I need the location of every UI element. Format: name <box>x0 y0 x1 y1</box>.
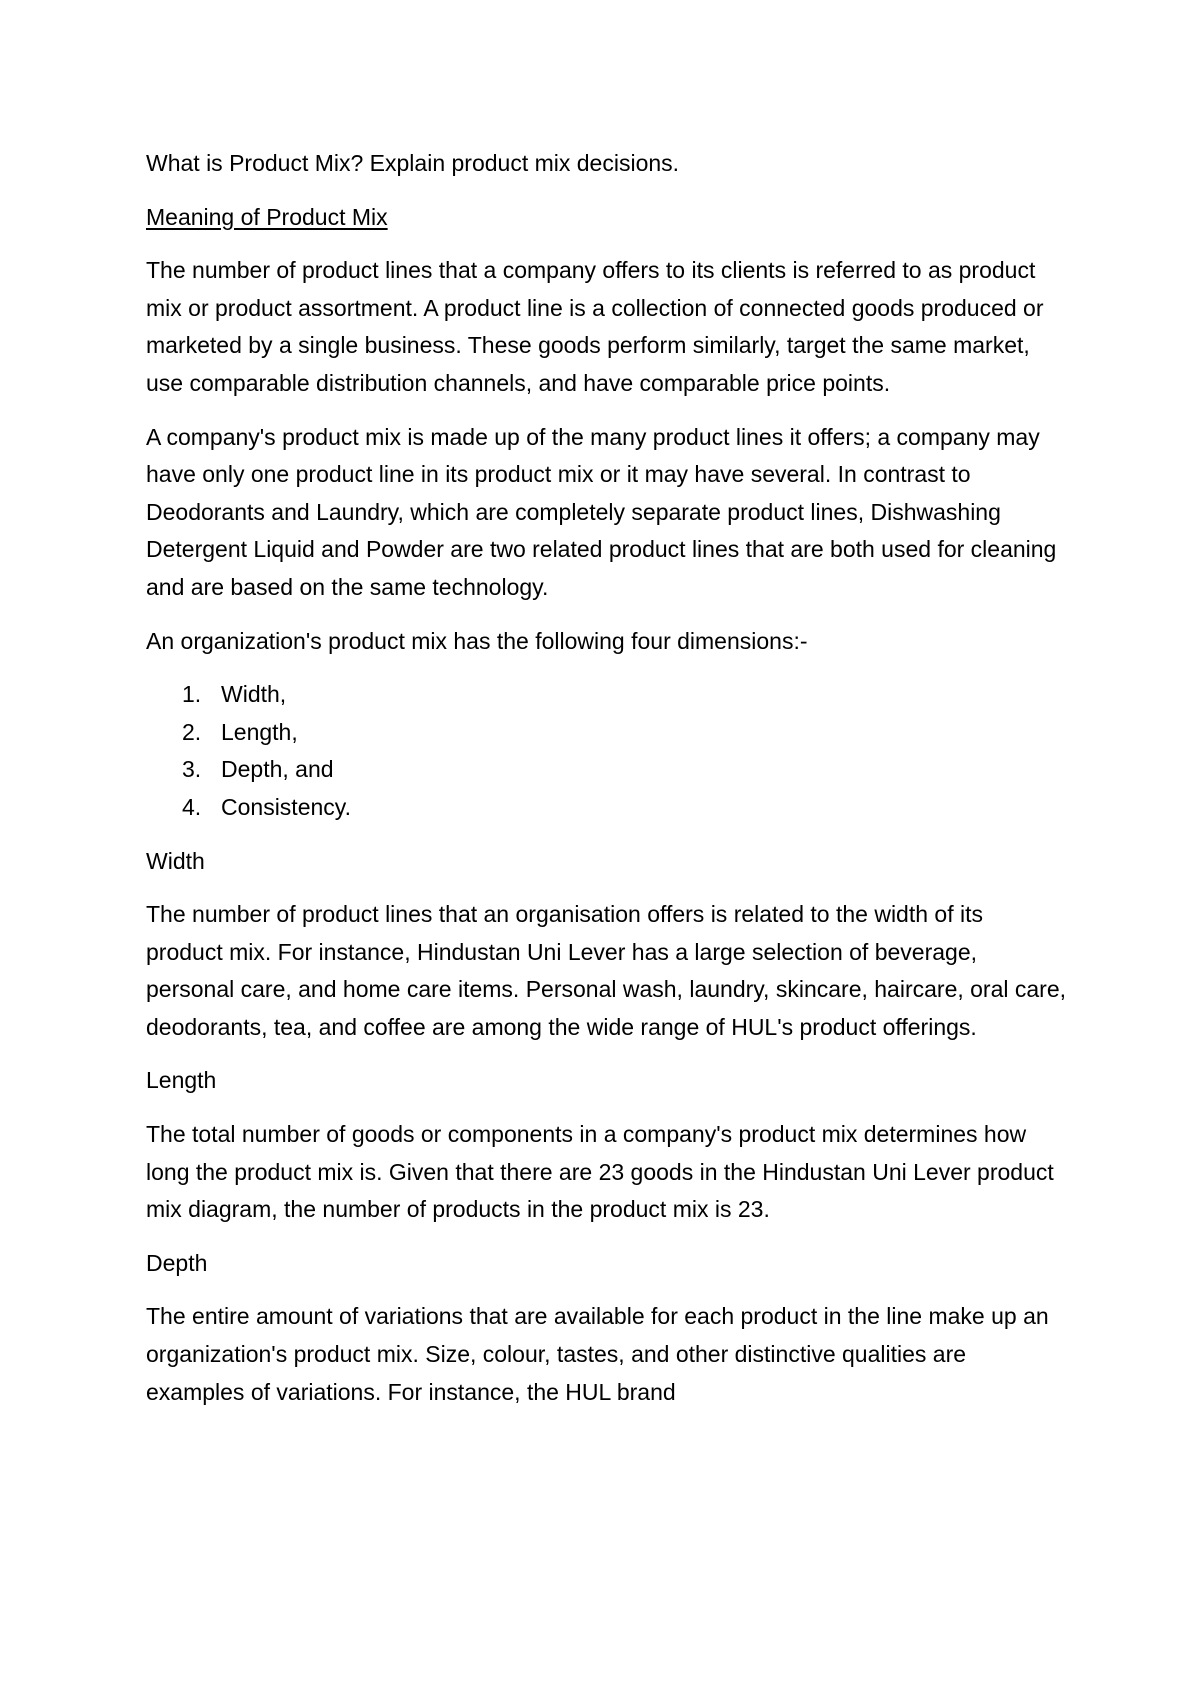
paragraph-dimensions-intro: An organization's product mix has the following four dimensions:- <box>146 627 808 654</box>
dimensions-list <box>146 676 1066 826</box>
depth-paragraph: The entire amount of variations that are available for each product in the line make up an organization's product mix. Size, colour, tastes, and other distinctive qualities are examples of variations. For instance, the HUL brand <box>146 1303 1049 1405</box>
length-paragraph: The total number of goods or components in a company's product mix determines how long the product mix is. Given that there are 23 goods in the Hindustan Uni Lever product mix diagram, the number of products in the product mix is 23. <box>146 1121 1054 1223</box>
list-item-text: Consistency. <box>221 793 351 820</box>
paragraph-product-lines: A company's product mix is made up of the many product lines it offers; a company may have only one product line in its product mix or it may have several. In contrast to Deodorants and Laundry, which are completely separate product lines, Dishwashing Detergent Liquid and Powder are two related product lines that are both used for cleaning and are based on the same technology. <box>146 423 1057 600</box>
list-number: 4. <box>182 793 202 820</box>
document-body <box>146 145 1066 1427</box>
list-item-text: Width, <box>221 681 287 708</box>
depth-heading: Depth <box>146 1249 208 1276</box>
paragraph-definition: The number of product lines that a company offers to its clients is referred to as product mix or product assortment. A product line is a collection of connected goods produced or marketed by a single business. These goods perform similarly, target the same market, use comparable distribution channels, and have comparable price points. <box>146 257 1044 396</box>
list-item <box>146 751 1066 789</box>
width-paragraph: The number of product lines that an organisation offers is related to the width of its product mix. For instance, Hindustan Uni Lever has a large selection of beverage, personal care, and home care items. Personal wash, laundry, skincare, haircare, oral care, deodorants, tea, and coffee are among the wide range of HUL's product offerings. <box>146 901 1067 1040</box>
list-number: 1. <box>182 681 202 708</box>
list-item <box>146 714 1066 752</box>
list-number: 2. <box>182 718 202 745</box>
list-item-text: Length, <box>221 718 298 745</box>
length-heading: Length <box>146 1067 217 1094</box>
width-heading: Width <box>146 847 205 874</box>
document-title: What is Product Mix? Explain product mix decisions. <box>146 150 680 176</box>
meaning-heading: Meaning of Product Mix <box>146 203 388 230</box>
list-item <box>146 789 1066 827</box>
list-item <box>146 676 1066 714</box>
list-number: 3. <box>182 756 202 783</box>
list-item-text: Depth, and <box>221 756 334 783</box>
